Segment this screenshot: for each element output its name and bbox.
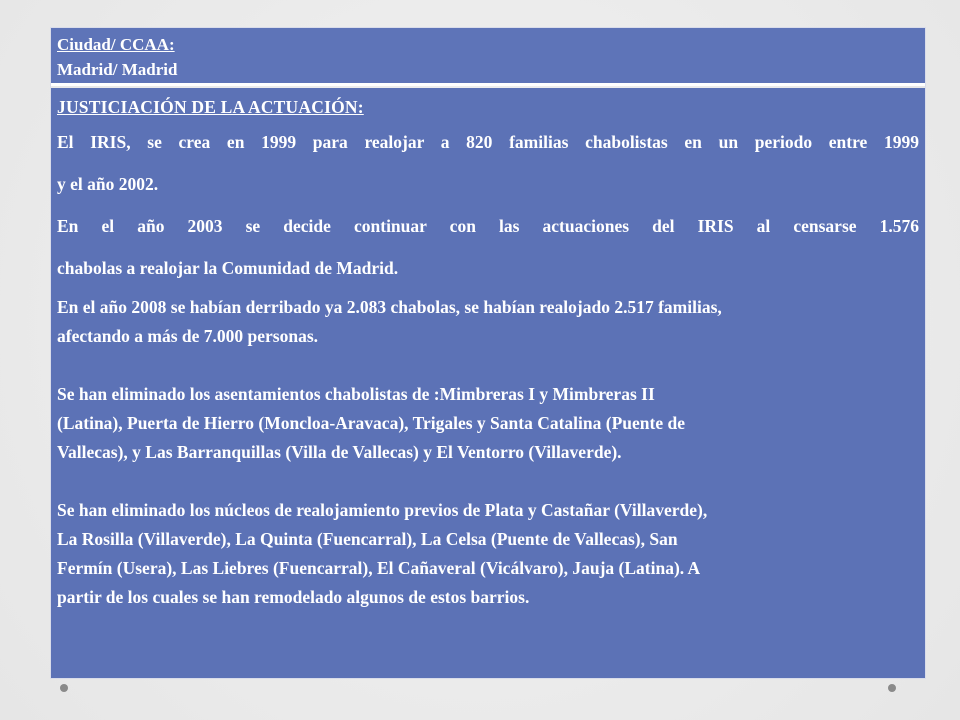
slide-corner-dot-right: [888, 684, 896, 692]
paragraph-nuclei-line-1: Se han eliminado los núcleos de realojamiento previos de Plata y Castañar (Villaverde),: [57, 500, 708, 520]
paragraph-nuclei-line-2: La Rosilla (Villaverde), La Quinta (Fuencarral), La Celsa (Puente de Vallecas), San: [57, 529, 678, 549]
paragraph-2008-line-1: En el año 2008 se habían derribado ya 2.083 chabolas, se habían realojado 2.517 familias,: [57, 297, 722, 317]
paragraph-2008-line-2: afectando a más de 7.000 personas.: [57, 326, 319, 346]
location-header-cell: [51, 28, 925, 86]
paragraph-iris-creation-line-2: y el año 2002.: [57, 174, 159, 194]
location-label: Ciudad/ CCAA:: [57, 35, 175, 54]
paragraph-settlements-line-2: (Latina), Puerta de Hierro (Moncloa-Aravaca), Trigales y Santa Catalina (Puente de: [57, 413, 685, 433]
paragraph-2003-line-2: chabolas a realojar la Comunidad de Madrid.: [57, 258, 399, 278]
paragraph-iris-creation-line-1: El IRIS, se crea en 1999 para realojar a 820 familias chabolistas en un periodo entre 1999: [57, 132, 919, 152]
justification-cell: [51, 88, 925, 678]
location-value: Madrid/ Madrid: [57, 60, 178, 79]
paragraph-nuclei-line-3: Fermín (Usera), Las Liebres (Fuencarral), El Cañaveral (Vicálvaro), Jauja (Latina). A: [57, 558, 701, 578]
paragraph-nuclei-line-4: partir de los cuales se han remodelado algunos de estos barrios.: [57, 587, 530, 607]
paragraph-settlements-line-3: Vallecas), y Las Barranquillas (Villa de Vallecas) y El Ventorro (Villaverde).: [57, 442, 622, 462]
paragraph-2003-line-1: En el año 2003 se decide continuar con las actuaciones del IRIS al censarse 1.576: [57, 216, 919, 236]
justification-heading: JUSTICIACIÓN DE LA ACTUACIÓN:: [57, 97, 364, 117]
paragraph-settlements-line-1: Se han eliminado los asentamientos chabolistas de :Mimbreras I y Mimbreras II: [57, 384, 655, 404]
info-table: [50, 27, 926, 679]
slide-corner-dot-left: [60, 684, 68, 692]
